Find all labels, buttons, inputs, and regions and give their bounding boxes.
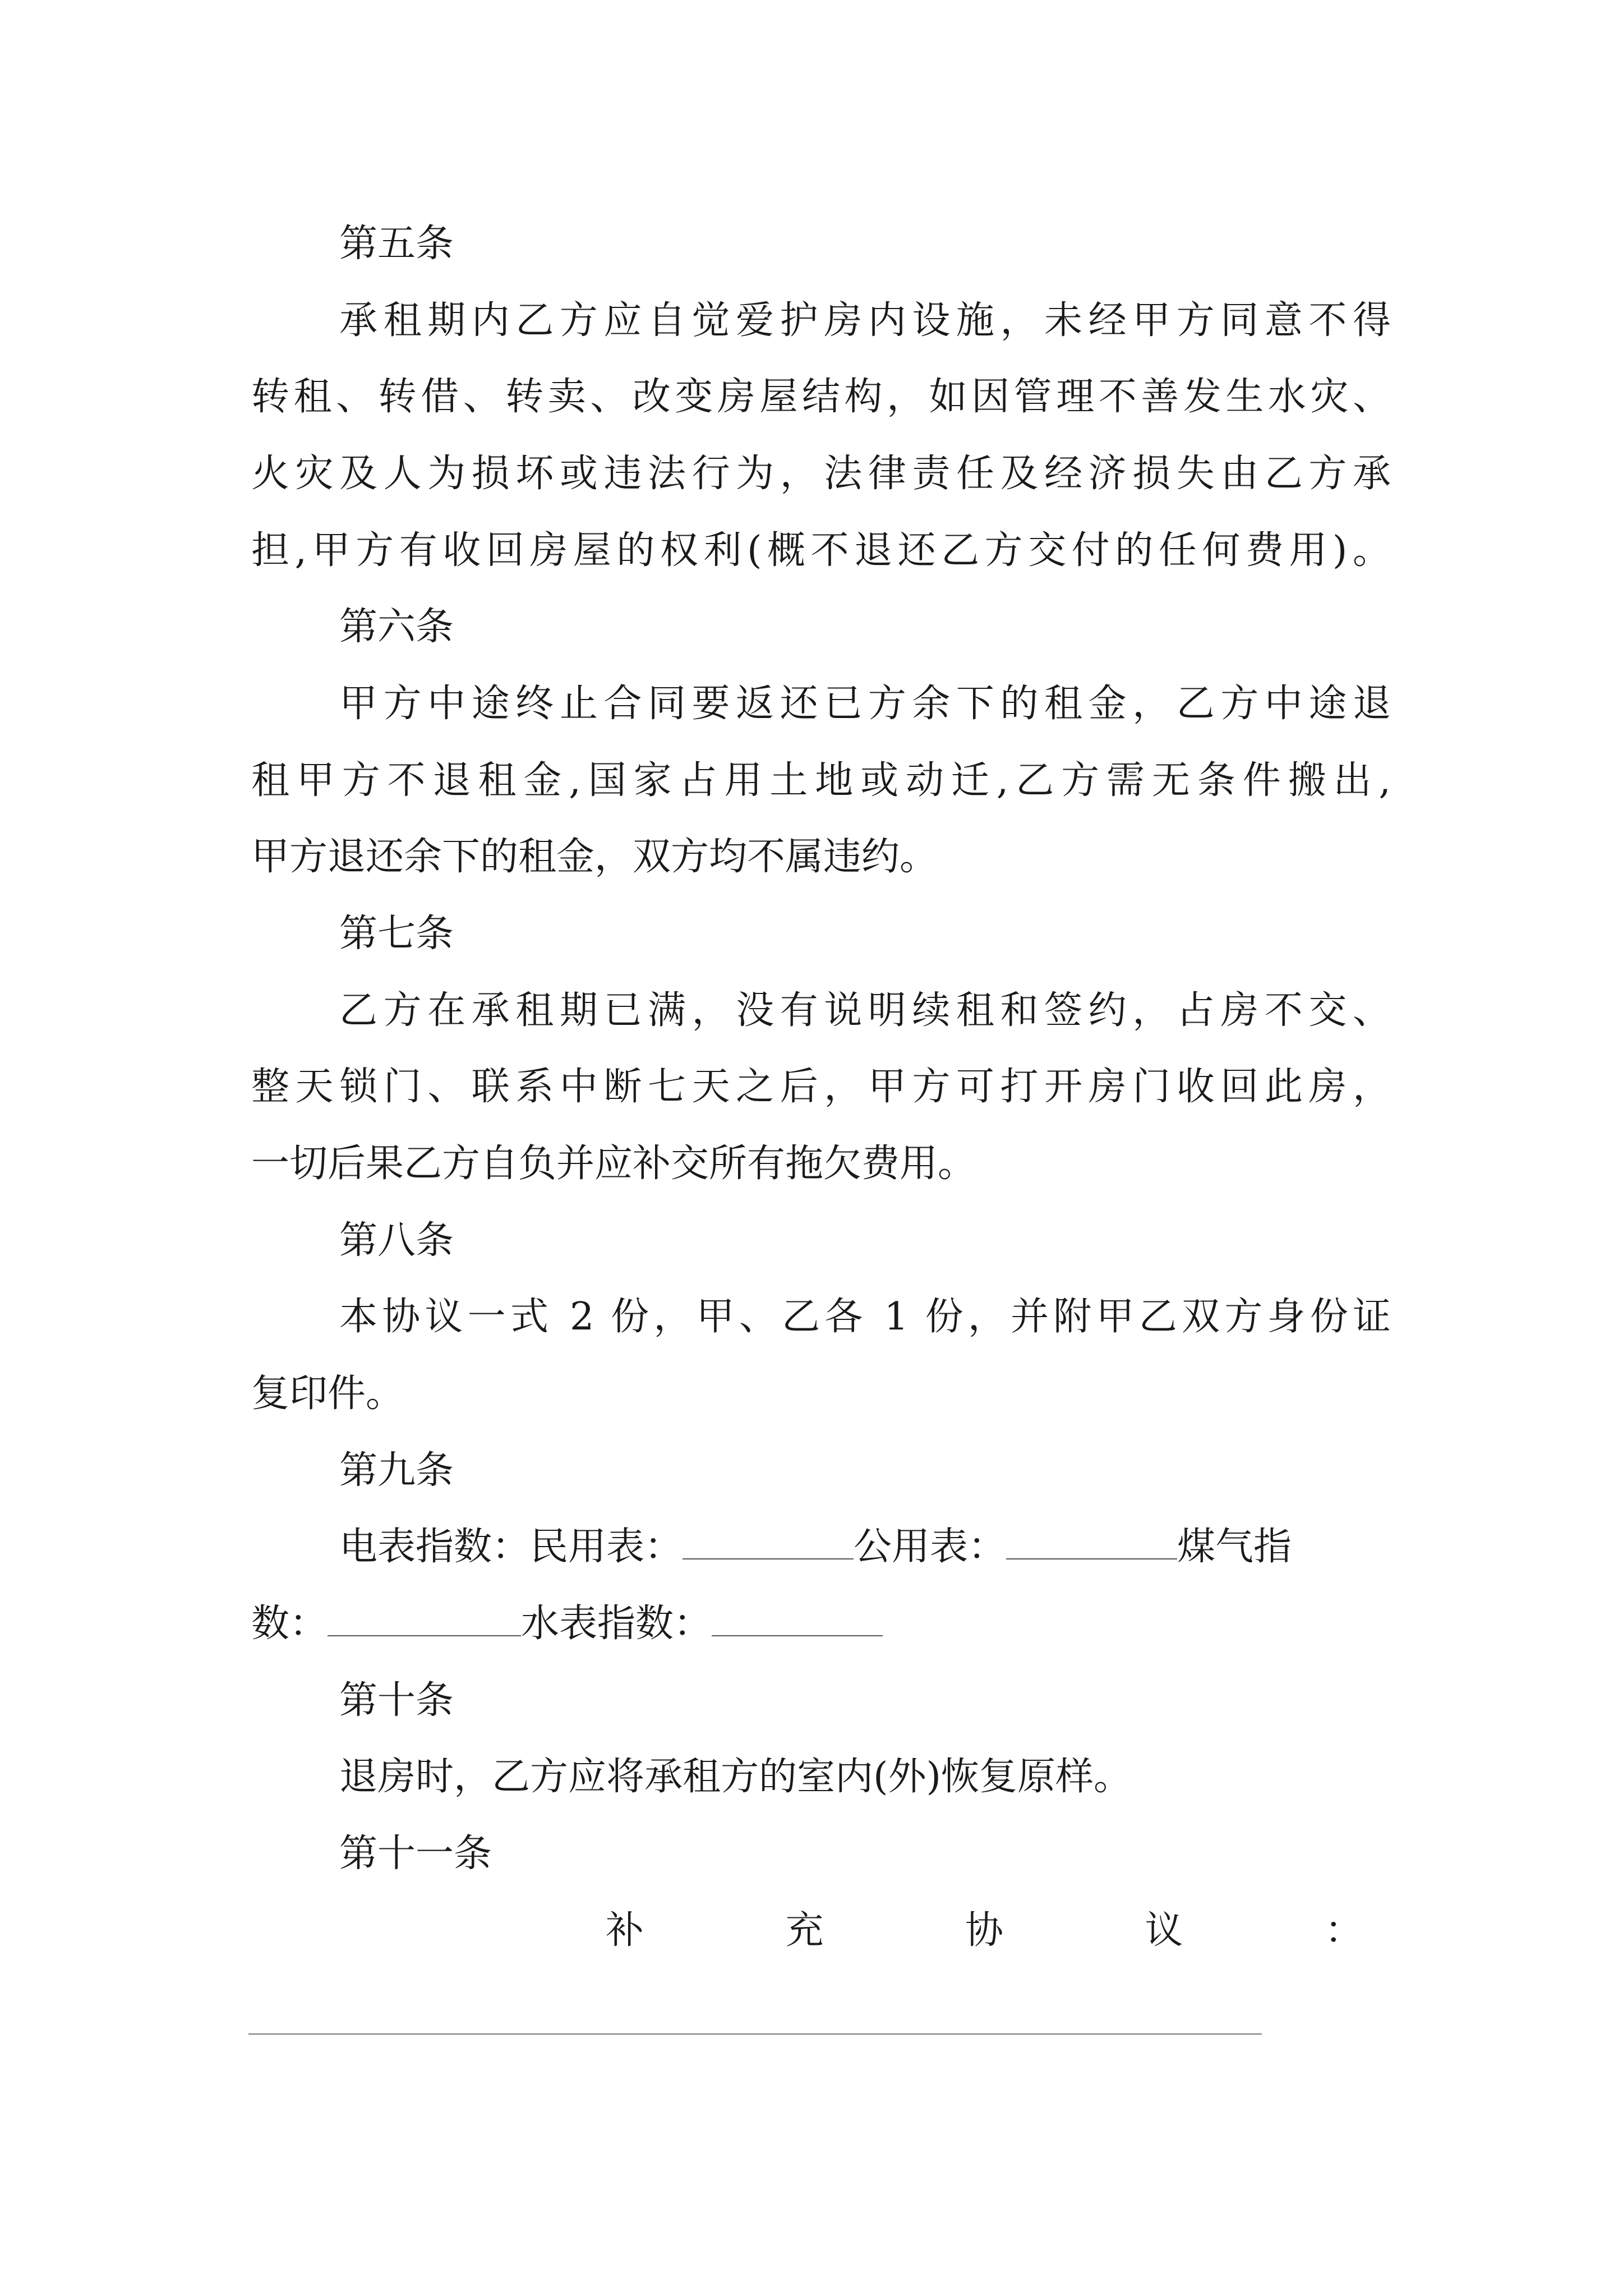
article-7-line-2: 整天锁门、联系中断七天之后，甲方可打开房门收回此房， [251,1065,1391,1109]
article-5-line-4: 担,甲方有收回房屋的权利(概不退还乙方交付的任何费用)。 [251,528,1391,573]
supplementary-agreement-blank-line[interactable] [248,2033,1262,2035]
supplement-char-1: 补 [606,1908,644,1953]
public-meter-blank[interactable] [1006,1525,1177,1559]
article-8-line-1: 本协议一式 2 份，甲、乙各 1 份，并附甲乙双方身份证 [339,1295,1391,1339]
article-5-line-1: 承租期内乙方应自觉爱护房内设施，未经甲方同意不得 [339,298,1391,343]
gas-meter-blank[interactable] [328,1602,521,1636]
article-7-line-1: 乙方在承租期已满，没有说明续租和签约，占房不交、 [339,988,1391,1033]
article-8-line-2: 复印件。 [251,1372,404,1416]
civil-meter-blank[interactable] [683,1525,854,1559]
electric-meter-label: 电表指数：民用表： [339,1525,683,1569]
article-9-heading: 第九条 [339,1448,454,1493]
public-meter-label: 公用表： [854,1525,1007,1569]
article-6-line-3: 甲方退还余下的租金，双方均不属违约。 [251,835,938,879]
meter-readings-line-1 [339,1525,1292,1570]
meter-readings-line-2 [251,1602,883,1646]
article-6-line-1: 甲方中途终止合同要返还已方余下的租金，乙方中途退 [339,682,1391,726]
article-10-line-1: 退房时，乙方应将承租方的室内(外)恢复原样。 [339,1755,1132,1799]
supplement-char-5: ： [1324,1908,1363,1953]
supplementary-agreement-label [606,1908,1363,1953]
article-6-heading: 第六条 [339,605,454,649]
supplement-char-4: 议 [1145,1908,1183,1953]
supplement-char-2: 充 [785,1908,824,1953]
article-8-heading: 第八条 [339,1218,454,1263]
article-6-line-2: 租甲方不退租金,国家占用土地或动迁,乙方需无条件搬出, [251,758,1391,803]
gas-meter-label-part1: 煤气指 [1177,1525,1292,1569]
gas-meter-label-part2: 数： [251,1602,328,1646]
article-5-heading: 第五条 [339,222,454,266]
article-7-heading: 第七条 [339,912,454,956]
supplement-char-3: 协 [965,1908,1003,1953]
article-11-heading: 第十一条 [339,1832,492,1876]
article-7-line-3: 一切后果乙方自负并应补交所有拖欠费用。 [251,1142,976,1186]
water-meter-label: 水表指数： [521,1602,712,1646]
water-meter-blank[interactable] [712,1602,883,1636]
article-5-line-3: 火灾及人为损坏或违法行为，法律责任及经济损失由乙方承 [251,452,1391,496]
article-10-heading: 第十条 [339,1678,454,1723]
article-5-line-2: 转租、转借、转卖、改变房屋结构，如因管理不善发生水灾、 [251,375,1391,419]
